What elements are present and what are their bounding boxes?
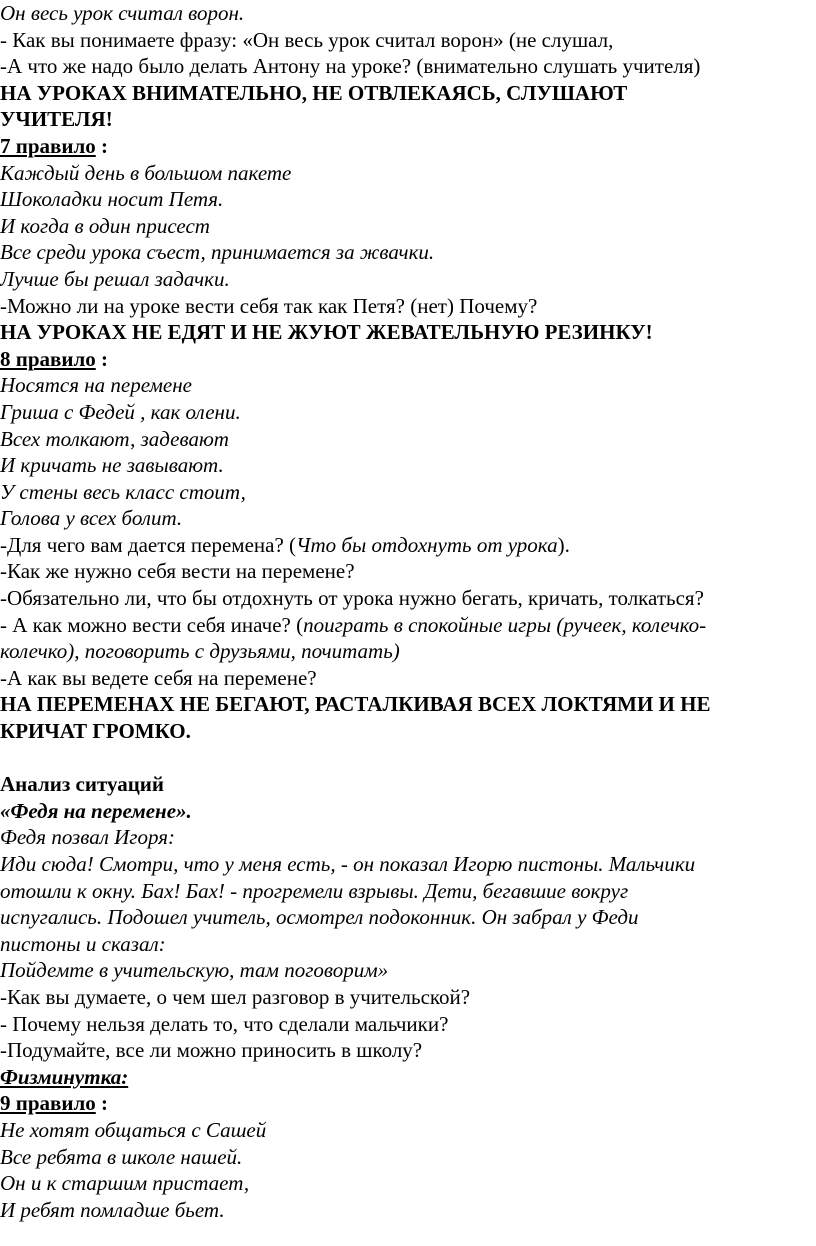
answer-text: Что бы отдохнуть от урока <box>296 532 558 557</box>
poem-line: Он весь урок считал ворон. <box>0 1 245 25</box>
rule-heading-label: 9 правило <box>0 1091 96 1116</box>
poem-line: Голова у всех болит. <box>0 506 183 531</box>
rule-statement: НА УРОКАХ НЕ ЕДЯТ И НЕ ЖУЮТ ЖЕВАТЕЛЬНУЮ РЕЗИНКУ! <box>0 320 653 345</box>
question-line <box>0 612 810 639</box>
answer-text: поиграть в спокойные игры (ручеек, колечко- <box>303 612 707 637</box>
question-line: -Подумайте, все ли можно приносить в школу? <box>0 1038 423 1063</box>
poem-line: Носятся на перемене <box>0 373 192 398</box>
rule-heading <box>0 133 810 160</box>
story-line: Иди сюда! Смотри, что у меня есть, - он показал Игорю пистоны. Мальчики <box>0 852 696 876</box>
question-line: -Обязательно ли, что бы отдохнуть от урока нужно бегать, кричать, толкаться? <box>0 586 704 611</box>
section-heading: Физминутка: <box>0 1064 129 1089</box>
question-text-end: ). <box>557 532 570 557</box>
question-line: -А что же надо было делать Антону на уроке? (внимательно слушать учителя) <box>0 54 701 79</box>
rule-statement: КРИЧАТ ГРОМКО. <box>0 719 191 744</box>
rule-heading-label: 8 правило <box>0 346 96 371</box>
question-line: -А как вы ведете себя на перемене? <box>0 665 317 690</box>
poem-line: Все среди урока съест, принимается за жвачки. <box>0 240 435 265</box>
rule-statement: НА ПЕРЕМЕНАХ НЕ БЕГАЮТ, РАСТАЛКИВАЯ ВСЕХ ЛОКТЯМИ И НЕ <box>0 692 711 717</box>
rule-heading-colon: : <box>95 1091 109 1116</box>
rule-heading-colon: : <box>95 346 109 371</box>
poem-line: Не хотят общаться с Сашей <box>0 1117 267 1142</box>
story-line: отошли к окну. Бах! Бах! - прогремели взрывы. Дети, бегавшие вокруг <box>0 878 629 903</box>
rule-heading-label: 7 правило <box>0 133 96 158</box>
rule-statement: УЧИТЕЛЯ! <box>0 107 113 132</box>
poem-line: Он и к старшим пристает, <box>0 1171 250 1196</box>
situation-title: «Федя на перемене». <box>0 798 192 823</box>
story-line: Пойдемте в учительскую, там поговорим» <box>0 958 389 983</box>
poem-line: И когда в один присест <box>0 213 210 238</box>
poem-line: Гриша с Федей , как олени. <box>0 399 241 424</box>
rule-heading <box>0 1090 810 1117</box>
poem-line: И ребят помладше бьет. <box>0 1197 225 1222</box>
rule-heading <box>0 346 810 373</box>
question-line: -Можно ли на уроке вести себя так как Петя? (нет) Почему? <box>0 293 538 318</box>
poem-line: И кричать не завывают. <box>0 453 224 478</box>
poem-line: Всех толкают, задевают <box>0 426 229 451</box>
question-line: -Как вы думаете, о чем шел разговор в учительской? <box>0 984 471 1009</box>
poem-line: У стены весь класс стоит, <box>0 479 246 504</box>
question-text: -Для чего вам дается перемена? ( <box>0 532 297 557</box>
blank-line <box>0 745 810 772</box>
poem-line: Шоколадки носит Петя. <box>0 187 224 212</box>
rule-heading-colon: : <box>95 133 109 158</box>
story-line: пистоны и сказал: <box>0 931 166 956</box>
poem-line: Каждый день в большом пакете <box>0 160 292 185</box>
rule-statement: НА УРОКАХ ВНИМАТЕЛЬНО, НЕ ОТВЛЕКАЯСЬ, СЛУШАЮТ <box>0 80 628 105</box>
answer-line: колечко), поговорить с друзьями, почитать) <box>0 639 400 664</box>
question-line: - Почему нельзя делать то, что сделали мальчики? <box>0 1011 449 1036</box>
poem-line: Все ребята в школе нашей. <box>0 1144 243 1169</box>
section-heading: Анализ ситуаций <box>0 772 165 797</box>
question-text: - А как можно вести себя иначе? ( <box>0 612 304 637</box>
story-line: Федя позвал Игоря: <box>0 825 175 850</box>
story-line: испугались. Подошел учитель, осмотрел подоконник. Он забрал у Феди <box>0 905 639 930</box>
question-line: -Как же нужно себя вести на перемене? <box>0 559 355 584</box>
question-line <box>0 532 810 559</box>
question-line: - Как вы понимаете фразу: «Он весь урок считал ворон» (не слушал, <box>0 27 614 52</box>
poem-line: Лучше бы решал задачки. <box>0 266 230 291</box>
